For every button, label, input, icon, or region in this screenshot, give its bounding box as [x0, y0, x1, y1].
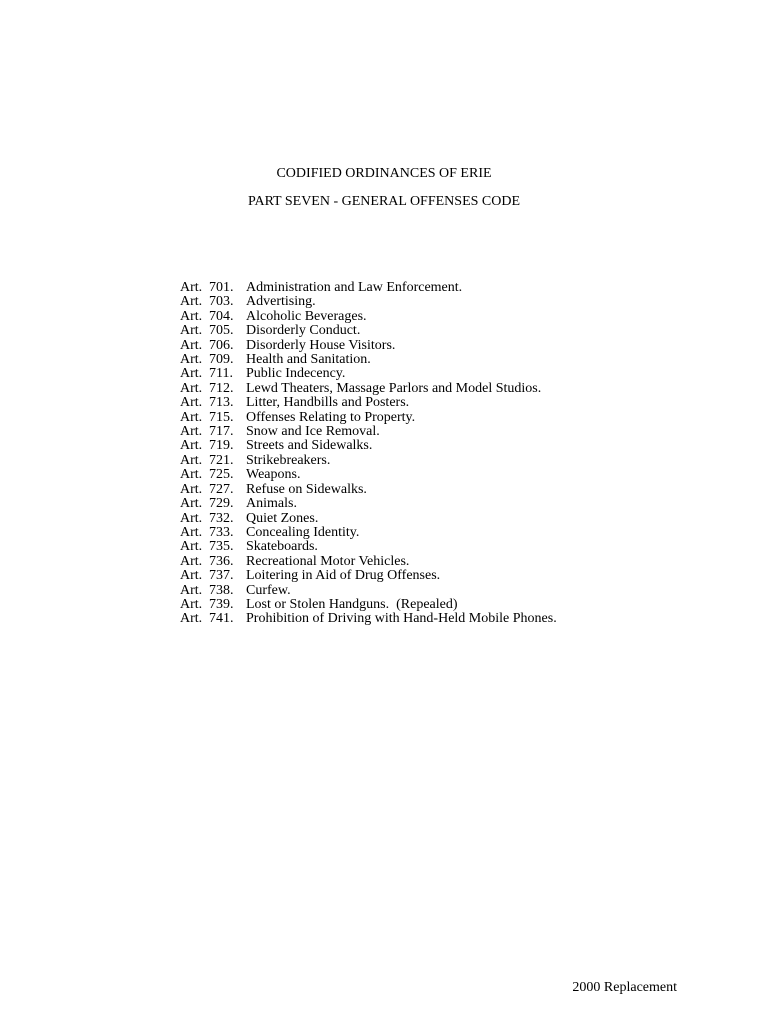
article-item: [180, 425, 557, 439]
article-number: 703.: [209, 294, 234, 310]
article-item: [180, 598, 557, 612]
article-number: 725.: [209, 467, 234, 483]
article-title: Offenses Relating to Property.: [246, 409, 416, 425]
article-number: 735.: [209, 539, 234, 555]
article-title: Animals.: [246, 496, 297, 512]
article-label: Art.: [180, 596, 203, 612]
article-label: Art.: [180, 395, 203, 411]
article-label: Art.: [180, 481, 203, 497]
article-label: Art.: [180, 568, 203, 584]
article-number: 727.: [209, 481, 234, 497]
article-item: [180, 512, 557, 526]
article-label: Art.: [180, 611, 203, 627]
article-item: [180, 454, 557, 468]
article-number: 709.: [209, 352, 234, 368]
article-item: [180, 439, 557, 453]
article-item: [180, 310, 557, 324]
article-title: Public Indecency.: [246, 366, 346, 382]
article-label: Art.: [180, 280, 203, 295]
article-item: [180, 584, 557, 598]
article-number: 736.: [209, 553, 234, 569]
article-number: 712.: [209, 380, 234, 396]
article-title: Strikebreakers.: [246, 452, 331, 468]
article-item: [180, 281, 557, 295]
article-number: 729.: [209, 496, 234, 512]
article-title: Weapons.: [246, 467, 301, 483]
article-item: [180, 396, 557, 410]
article-label: Art.: [180, 323, 203, 339]
article-title: Concealing Identity.: [246, 524, 360, 540]
article-number: 704.: [209, 308, 234, 324]
article-title: Streets and Sidewalks.: [246, 438, 373, 454]
article-item: [180, 569, 557, 583]
article-number: 701.: [209, 280, 234, 295]
article-number: 739.: [209, 596, 234, 612]
article-title: Skateboards.: [246, 539, 318, 555]
article-item: [180, 526, 557, 540]
article-label: Art.: [180, 496, 203, 512]
article-title: Administration and Law Enforcement.: [246, 280, 463, 295]
article-item: [180, 353, 557, 367]
article-number: 713.: [209, 395, 234, 411]
article-label: Art.: [180, 467, 203, 483]
article-label: Art.: [180, 452, 203, 468]
document-title: CODIFIED ORDINANCES OF ERIE: [276, 166, 492, 181]
article-label: Art.: [180, 366, 203, 382]
article-label: Art.: [180, 337, 203, 353]
article-number: 717.: [209, 424, 234, 440]
article-label: Art.: [180, 539, 203, 555]
article-label: Art.: [180, 510, 203, 526]
article-item: [180, 382, 557, 396]
article-title: Recreational Motor Vehicles.: [246, 553, 410, 569]
article-title: Litter, Handbills and Posters.: [246, 395, 410, 411]
article-title: Refuse on Sidewalks.: [246, 481, 367, 497]
article-label: Art.: [180, 308, 203, 324]
article-label: Art.: [180, 424, 203, 440]
article-number: 733.: [209, 524, 234, 540]
article-title: Lewd Theaters, Massage Parlors and Model Studios.: [246, 380, 542, 396]
article-number: 732.: [209, 510, 234, 526]
article-label: Art.: [180, 352, 203, 368]
document-subtitle: PART SEVEN - GENERAL OFFENSES CODE: [247, 194, 521, 209]
article-title: Snow and Ice Removal.: [246, 424, 380, 440]
article-title: Loitering in Aid of Drug Offenses.: [246, 568, 441, 584]
article-number: 737.: [209, 568, 234, 584]
article-item: [180, 612, 557, 626]
article-title: Health and Sanitation.: [246, 352, 371, 368]
article-title: Alcoholic Beverages.: [246, 308, 367, 324]
article-number: 706.: [209, 337, 234, 353]
article-title: Disorderly Conduct.: [246, 323, 361, 339]
article-number: 738.: [209, 582, 234, 598]
article-number: 719.: [209, 438, 234, 454]
article-title: Prohibition of Driving with Hand-Held Mobile Phones.: [246, 611, 557, 627]
article-item: [180, 339, 557, 353]
article-number: 741.: [209, 611, 234, 627]
article-number: 721.: [209, 452, 234, 468]
article-title: Quiet Zones.: [246, 510, 319, 526]
article-item: [180, 468, 557, 482]
article-title: Curfew.: [246, 582, 291, 598]
article-number: 715.: [209, 409, 234, 425]
article-label: Art.: [180, 553, 203, 569]
article-item: [180, 367, 557, 381]
article-item: [180, 324, 557, 338]
article-item: [180, 540, 557, 554]
article-number: 711.: [209, 366, 233, 382]
article-label: Art.: [180, 409, 203, 425]
article-label: Art.: [180, 582, 203, 598]
article-title: Advertising.: [246, 294, 316, 310]
article-list: [180, 281, 557, 627]
footer-edition: 2000 Replacement: [572, 980, 677, 995]
article-item: [180, 411, 557, 425]
article-title: Lost or Stolen Handguns. (Repealed): [246, 596, 458, 612]
article-item: [180, 555, 557, 569]
article-label: Art.: [180, 380, 203, 396]
article-label: Art.: [180, 524, 203, 540]
article-item: [180, 483, 557, 497]
article-item: [180, 295, 557, 309]
article-label: Art.: [180, 294, 203, 310]
article-title: Disorderly House Visitors.: [246, 337, 396, 353]
article-label: Art.: [180, 438, 203, 454]
article-number: 705.: [209, 323, 234, 339]
article-item: [180, 497, 557, 511]
